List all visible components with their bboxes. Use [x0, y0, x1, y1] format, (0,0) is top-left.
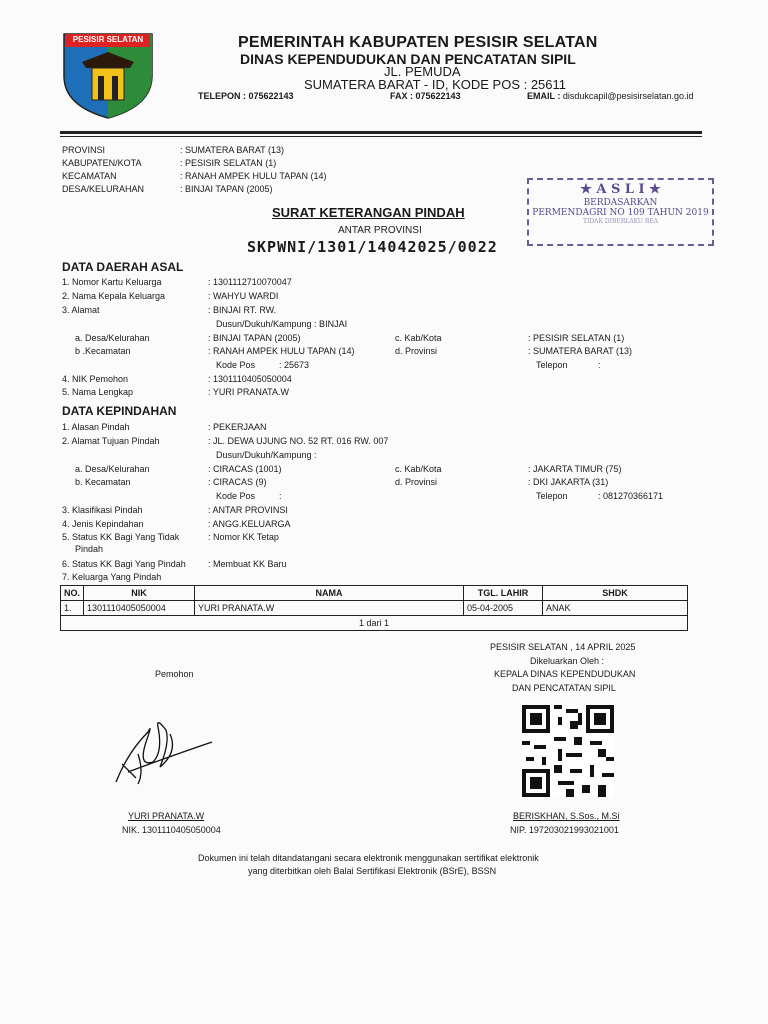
official-name: BERISKHAN, S.Sos., M.Si [513, 811, 620, 821]
email-value: disdukcapil@pesisirselatan.go.id [562, 91, 694, 101]
regency-logo [60, 28, 156, 120]
pemohon-name: YURI PRANATA.W [128, 811, 205, 821]
asal-kab-label: c. Kab/Kota [395, 333, 442, 343]
asal-kab-value: : PESISIR SELATAN (1) [528, 333, 625, 343]
footer-line-2: yang diterbitkan oleh Balai Sertifikasi Elektronik (BSrE), BSSN [248, 866, 497, 876]
col-tgl-lahir: TGL. LAHIR [464, 586, 543, 601]
pindah-telepon-value: : 081270366171 [598, 491, 664, 501]
asal-alamat-value: : BINJAI RT. RW. [208, 305, 277, 315]
table-header-row [61, 586, 688, 601]
pindah-alasan-label: 1. Alasan Pindah [62, 422, 130, 432]
asal-nik-label: 4. NIK Pemohon [62, 374, 129, 384]
pindah-kec-label: b. Kecamatan [75, 477, 131, 487]
pindah-status-pindah-value: : Membuat KK Baru [208, 559, 287, 569]
section-heading-asal: DATA DAERAH ASAL [62, 260, 184, 274]
pindah-klasifikasi-value: : ANTAR PROVINSI [208, 505, 288, 515]
pindah-kab-value: : JAKARTA TIMUR (75) [528, 464, 622, 474]
cell-no: 1. [61, 601, 84, 616]
asli-stamp [527, 178, 714, 246]
pindah-prov-label: d. Provinsi [395, 477, 438, 487]
region-value-kabupaten: : PESISIR SELATAN (1) [180, 158, 277, 168]
pindah-jenis-label: 4. Jenis Kepindahan [62, 519, 144, 529]
email-label: EMAIL : [527, 91, 561, 101]
pemohon-label: Pemohon [155, 669, 194, 679]
pindah-jenis-value: : ANGG.KELUARGA [208, 519, 291, 529]
header-rule [60, 131, 702, 134]
pindah-status-tidak-label: 5. Status KK Bagi Yang Tidak [62, 532, 180, 542]
asal-kodepos-label: Kode Pos [216, 360, 256, 370]
asal-prov-label: d. Provinsi [395, 346, 438, 356]
footer-line-1: Dokumen ini telah ditandatangani secara elektronik menggunakan sertifikat elektronik [198, 853, 539, 863]
stamp-title: ★ A S L I ★ [580, 182, 661, 197]
pindah-kab-label: c. Kab/Kota [395, 464, 442, 474]
region-value-desa: : BINJAI TAPAN (2005) [180, 184, 273, 194]
pemohon-signature [108, 712, 218, 792]
region-label-kabupaten: KABUPATEN/KOTA [62, 158, 142, 168]
asal-desa-value: : BINJAI TAPAN (2005) [208, 333, 301, 343]
cell-nama: YURI PRANATA.W [195, 601, 464, 616]
asal-telepon-value: : [598, 360, 601, 370]
keluarga-table [60, 585, 688, 631]
office-line-1: KEPALA DINAS KEPENDUDUKAN [494, 669, 636, 679]
asal-nama-value: : YURI PRANATA.W [208, 387, 290, 397]
pindah-dusun: Dusun/Dukuh/Kampung : [216, 450, 317, 460]
pindah-telepon-label: Telepon [536, 491, 568, 501]
region-label-desa: DESA/KELURAHAN [62, 184, 145, 194]
asal-kepala-label: 2. Nama Kepala Keluarga [62, 291, 166, 301]
asal-kec-label: b .Kecamatan [75, 346, 131, 356]
asal-kodepos-value: : 25673 [279, 360, 310, 370]
table-footer-row [61, 616, 688, 631]
cell-tgl-lahir: 05-04-2005 [464, 601, 543, 616]
header-email [527, 91, 694, 101]
office-line-2: DAN PENCATATAN SIPIL [512, 683, 616, 693]
header-line-3: JL. PEMUDA [384, 64, 461, 79]
header-telepon: TELEPON : 075622143 [198, 91, 294, 101]
pindah-alamat-value: : JL. DEWA UJUNG NO. 52 RT. 016 RW. 007 [208, 436, 389, 446]
region-value-kecamatan: : RANAH AMPEK HULU TAPAN (14) [180, 171, 327, 181]
section-heading-kepindahan: DATA KEPINDAHAN [62, 404, 177, 418]
stamp-line-2: BERDASARKAN [583, 198, 658, 208]
pindah-kodepos-value: : [279, 491, 282, 501]
pindah-prov-value: : DKI JAKARTA (31) [528, 477, 609, 487]
region-label-provinsi: PROVINSI [62, 145, 106, 155]
pindah-klasifikasi-label: 3. Klasifikasi Pindah [62, 505, 143, 515]
place-date: PESISIR SELATAN , 14 APRIL 2025 [490, 642, 636, 652]
asal-nokk-value: : 1301112710070047 [208, 277, 292, 287]
pindah-status-tidak-label-2: Pindah [75, 544, 104, 554]
pindah-kec-value: : CIRACAS (9) [208, 477, 267, 487]
stamp-line-4: TIDAK DIBERLAKU BEA [582, 218, 659, 225]
pindah-alamat-label: 2. Alamat Tujuan Pindah [62, 436, 160, 446]
col-nik: NIK [84, 586, 195, 601]
asal-dusun: Dusun/Dukuh/Kampung : BINJAI [216, 319, 348, 329]
document-subtitle: ANTAR PROVINSI [338, 225, 422, 236]
qr-code [522, 705, 614, 797]
pindah-desa-value: : CIRACAS (1001) [208, 464, 282, 474]
pindah-keluarga-label: 7. Keluarga Yang Pindah [62, 572, 162, 582]
asal-kec-value: : RANAH AMPEK HULU TAPAN (14) [208, 346, 355, 356]
pindah-kodepos-label: Kode Pos [216, 491, 256, 501]
asal-kepala-value: : WAHYU WARDI [208, 291, 279, 301]
asal-alamat-label: 3. Alamat [62, 305, 100, 315]
stamp-line-3: PERMENDAGRI NO 109 TAHUN 2019 [532, 208, 709, 218]
header-line-2: DINAS KEPENDUDUKAN DAN PENCATATAN SIPIL [240, 51, 576, 67]
header-line-1: PEMERINTAH KABUPATEN PESISIR SELATAN [238, 34, 598, 51]
logo-text: PESISIR SELATAN [72, 35, 144, 44]
issued-by: Dikeluarkan Oleh : [530, 656, 605, 666]
asal-nik-value: : 1301110405050004 [208, 374, 292, 384]
pindah-status-tidak-value: : Nomor KK Tetap [208, 532, 279, 542]
official-nip: NIP. 197203021993021001 [510, 825, 619, 835]
cell-shdk: ANAK [543, 601, 688, 616]
asal-nama-label: 5. Nama Lengkap [62, 387, 134, 397]
table-row [61, 601, 688, 616]
asal-nokk-label: 1. Nomor Kartu Keluarga [62, 277, 162, 287]
col-shdk: SHDK [543, 586, 688, 601]
document-number: SKPWNI/1301/14042025/0022 [247, 238, 498, 256]
pindah-alasan-value: : PEKERJAAN [208, 422, 267, 432]
pindah-status-pindah-label: 6. Status KK Bagi Yang Pindah [62, 559, 186, 569]
col-nama: NAMA [195, 586, 464, 601]
header-line-4: SUMATERA BARAT - ID, KODE POS : 25611 [304, 77, 567, 92]
asal-telepon-label: Telepon [536, 360, 568, 370]
table-page-count: 1 dari 1 [61, 616, 688, 631]
asal-desa-label: a. Desa/Kelurahan [75, 333, 150, 343]
header-fax: FAX : 075622143 [390, 91, 461, 101]
pindah-desa-label: a. Desa/Kelurahan [75, 464, 150, 474]
document-title: SURAT KETERANGAN PINDAH [272, 205, 465, 220]
header-rule-thin [60, 136, 702, 137]
pemohon-nik: NIK. 1301110405050004 [122, 825, 221, 835]
asal-prov-value: : SUMATERA BARAT (13) [528, 346, 633, 356]
col-no: NO. [61, 586, 84, 601]
cell-nik: 1301110405050004 [84, 601, 195, 616]
region-label-kecamatan: KECAMATAN [62, 171, 117, 181]
region-value-provinsi: : SUMATERA BARAT (13) [180, 145, 285, 155]
